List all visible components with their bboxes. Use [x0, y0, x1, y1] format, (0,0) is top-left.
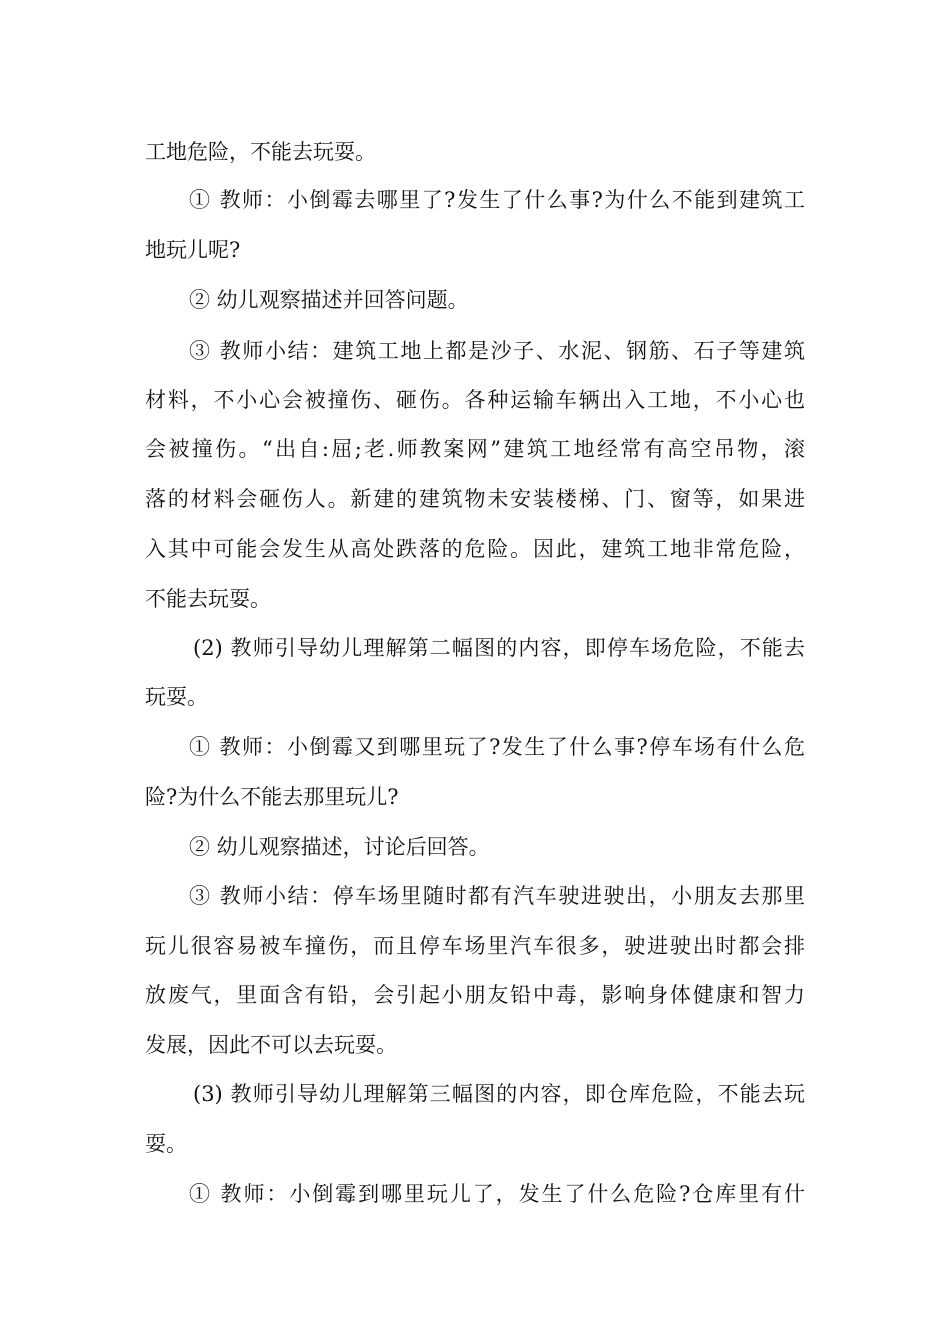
text-line: ② 幼儿观察描述并回答问题。	[189, 288, 469, 312]
text-line: ③ 教师小结：停车场里随时都有汽车驶进驶出，小朋友去那里	[189, 884, 805, 908]
text-line: (3) 教师引导幼儿理解第三幅图的内容，即仓库危险，不能去玩	[193, 1082, 805, 1106]
text-line: 入其中可能会发生从高处跌落的危险。因此，建筑工地非常危险，	[145, 537, 805, 561]
text-line: 地玩儿呢?	[145, 238, 241, 262]
text-line: ① 教师：小倒霉又到哪里玩了?发生了什么事?停车场有什么危	[189, 735, 805, 759]
text-line: (2) 教师引导幼儿理解第二幅图的内容，即停车场危险，不能去	[193, 636, 805, 660]
text-line: 玩儿很容易被车撞伤，而且停车场里汽车很多，驶进驶出时都会排	[145, 934, 805, 958]
text-line: ② 幼儿观察描述，讨论后回答。	[189, 835, 490, 859]
text-line: ③ 教师小结：建筑工地上都是沙子、水泥、钢筋、石子等建筑	[189, 339, 805, 363]
text-line: 放废气，里面含有铅，会引起小朋友铅中毒，影响身体健康和智力	[145, 983, 805, 1007]
text-line: ① 教师：小倒霉到哪里玩儿了，发生了什么危险?仓库里有什	[189, 1182, 805, 1206]
text-line: 耍。	[145, 1132, 187, 1156]
text-line: ① 教师：小倒霉去哪里了?发生了什么事?为什么不能到建筑工	[189, 188, 805, 212]
text-line: 玩耍。	[145, 685, 208, 709]
text-line: 材料，不小心会被撞伤、砸伤。各种运输车辆出入工地，不小心也	[145, 388, 805, 412]
text-line: 不能去玩耍。	[145, 587, 271, 611]
text-line: 发展，因此不可以去玩耍。	[145, 1033, 397, 1057]
text-line: 会被撞伤。“出自:屈;老.师教案网”建筑工地经常有高空吊物，滚	[145, 437, 805, 461]
text-line: 落的材料会砸伤人。新建的建筑物未安装楼梯、门、窗等，如果进	[145, 487, 805, 511]
text-line: 险?为什么不能去那里玩儿?	[145, 785, 399, 809]
text-line: 工地危险，不能去玩耍。	[145, 140, 376, 164]
